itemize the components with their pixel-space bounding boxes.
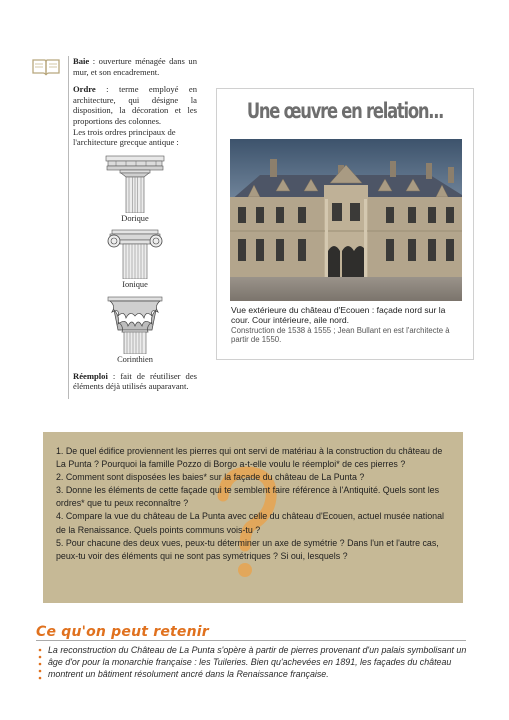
glossary-def-baie: : ouverture ménagée dans un mur, et son encadrement.	[73, 56, 197, 77]
glossary-def-ordre: : terme employé en architecture, qui désigne la disposition, la décoration et les proportions des colonnes.	[73, 84, 197, 126]
order-label-corinthien: Corinthien	[117, 354, 153, 364]
glossary-ordre-intro: Les trois ordres principaux de l'architecture grecque antique :	[73, 126, 179, 148]
glossary	[68, 56, 197, 399]
glossary-def-remploi: : fait de réutiliser des éléments déjà utilisés auparavant.	[73, 370, 197, 392]
question-4: 4. Compare la vue du château de La Punta avec celle du château d'Ecouen, actuel musée national de la Renaissance. Quels points communs vois-tu ?	[56, 511, 445, 535]
glossary-baie	[73, 56, 197, 77]
photo-caption-main: Vue extérieure du château d'Ecouen : façade nord sur la cour. Cour intérieure, aile nord.	[231, 305, 446, 326]
glossary-ordre	[73, 84, 197, 126]
glossary-term-ordre: Ordre	[73, 84, 96, 95]
corinthian-column-illustration	[104, 296, 166, 354]
questions-list	[43, 432, 463, 563]
glossary-term-baie: Baie	[73, 56, 90, 66]
chateau-ecouen-photo	[230, 139, 462, 301]
glossary-remploi	[73, 371, 197, 392]
glossary-term-remploi: Réemploi	[73, 370, 108, 381]
photo-caption-sub: Construction de 1538 à 1555 ; Jean Bullant en est l'architecte à partir de 1550.	[231, 325, 450, 345]
book-icon	[32, 58, 60, 76]
dotted-accent-line	[38, 648, 42, 682]
order-label-dorique: Dorique	[121, 213, 149, 223]
retenir-text: La reconstruction du Château de La Punta s'opère à partir de pierres provenant d'un palais symbolisant un âge d'or pour la monarchie française : les Tuileries. Bien qu'achevées en 1891, les façades du château montrent un bâtiment résolument ancré dans la Renaissance française.	[48, 645, 467, 680]
oeuvre-title: Une œuvre en relation...	[246, 99, 444, 123]
oeuvre-panel	[216, 88, 474, 360]
retenir-heading: Ce qu'on peut retenir	[36, 624, 209, 640]
questions-box	[43, 432, 463, 603]
order-label-ionique: Ionique	[122, 280, 148, 290]
ionic-column-illustration	[104, 229, 166, 279]
retenir-divider	[36, 640, 466, 641]
question-3: 3. Donne les éléments de cette façade qui te semblent faire référence à l'Antiquité. Quels sont les ordres* que tu peux reconnaître ?	[56, 485, 440, 509]
question-1: 1. De quel édifice proviennent les pierres qui ont servi de matériau à la construction du château de La Punta ? Pourquoi la famille Pozzo di Borgo a-t-elle voulu le réemploi* de ces pierres ?	[56, 446, 443, 470]
doric-column-illustration	[104, 155, 166, 213]
question-2: 2. Comment sont disposées les baies* sur la façade du château de La Punta ?	[56, 472, 365, 483]
photo-caption	[231, 305, 463, 345]
question-5: 5. Pour chacune des deux vues, peux-tu déterminer un axe de symétrie ? Dans l'un et l'autre cas, peux-tu voir des éléments qui ne sont pas symétriques ? Si oui, lesquels ?	[56, 537, 439, 561]
